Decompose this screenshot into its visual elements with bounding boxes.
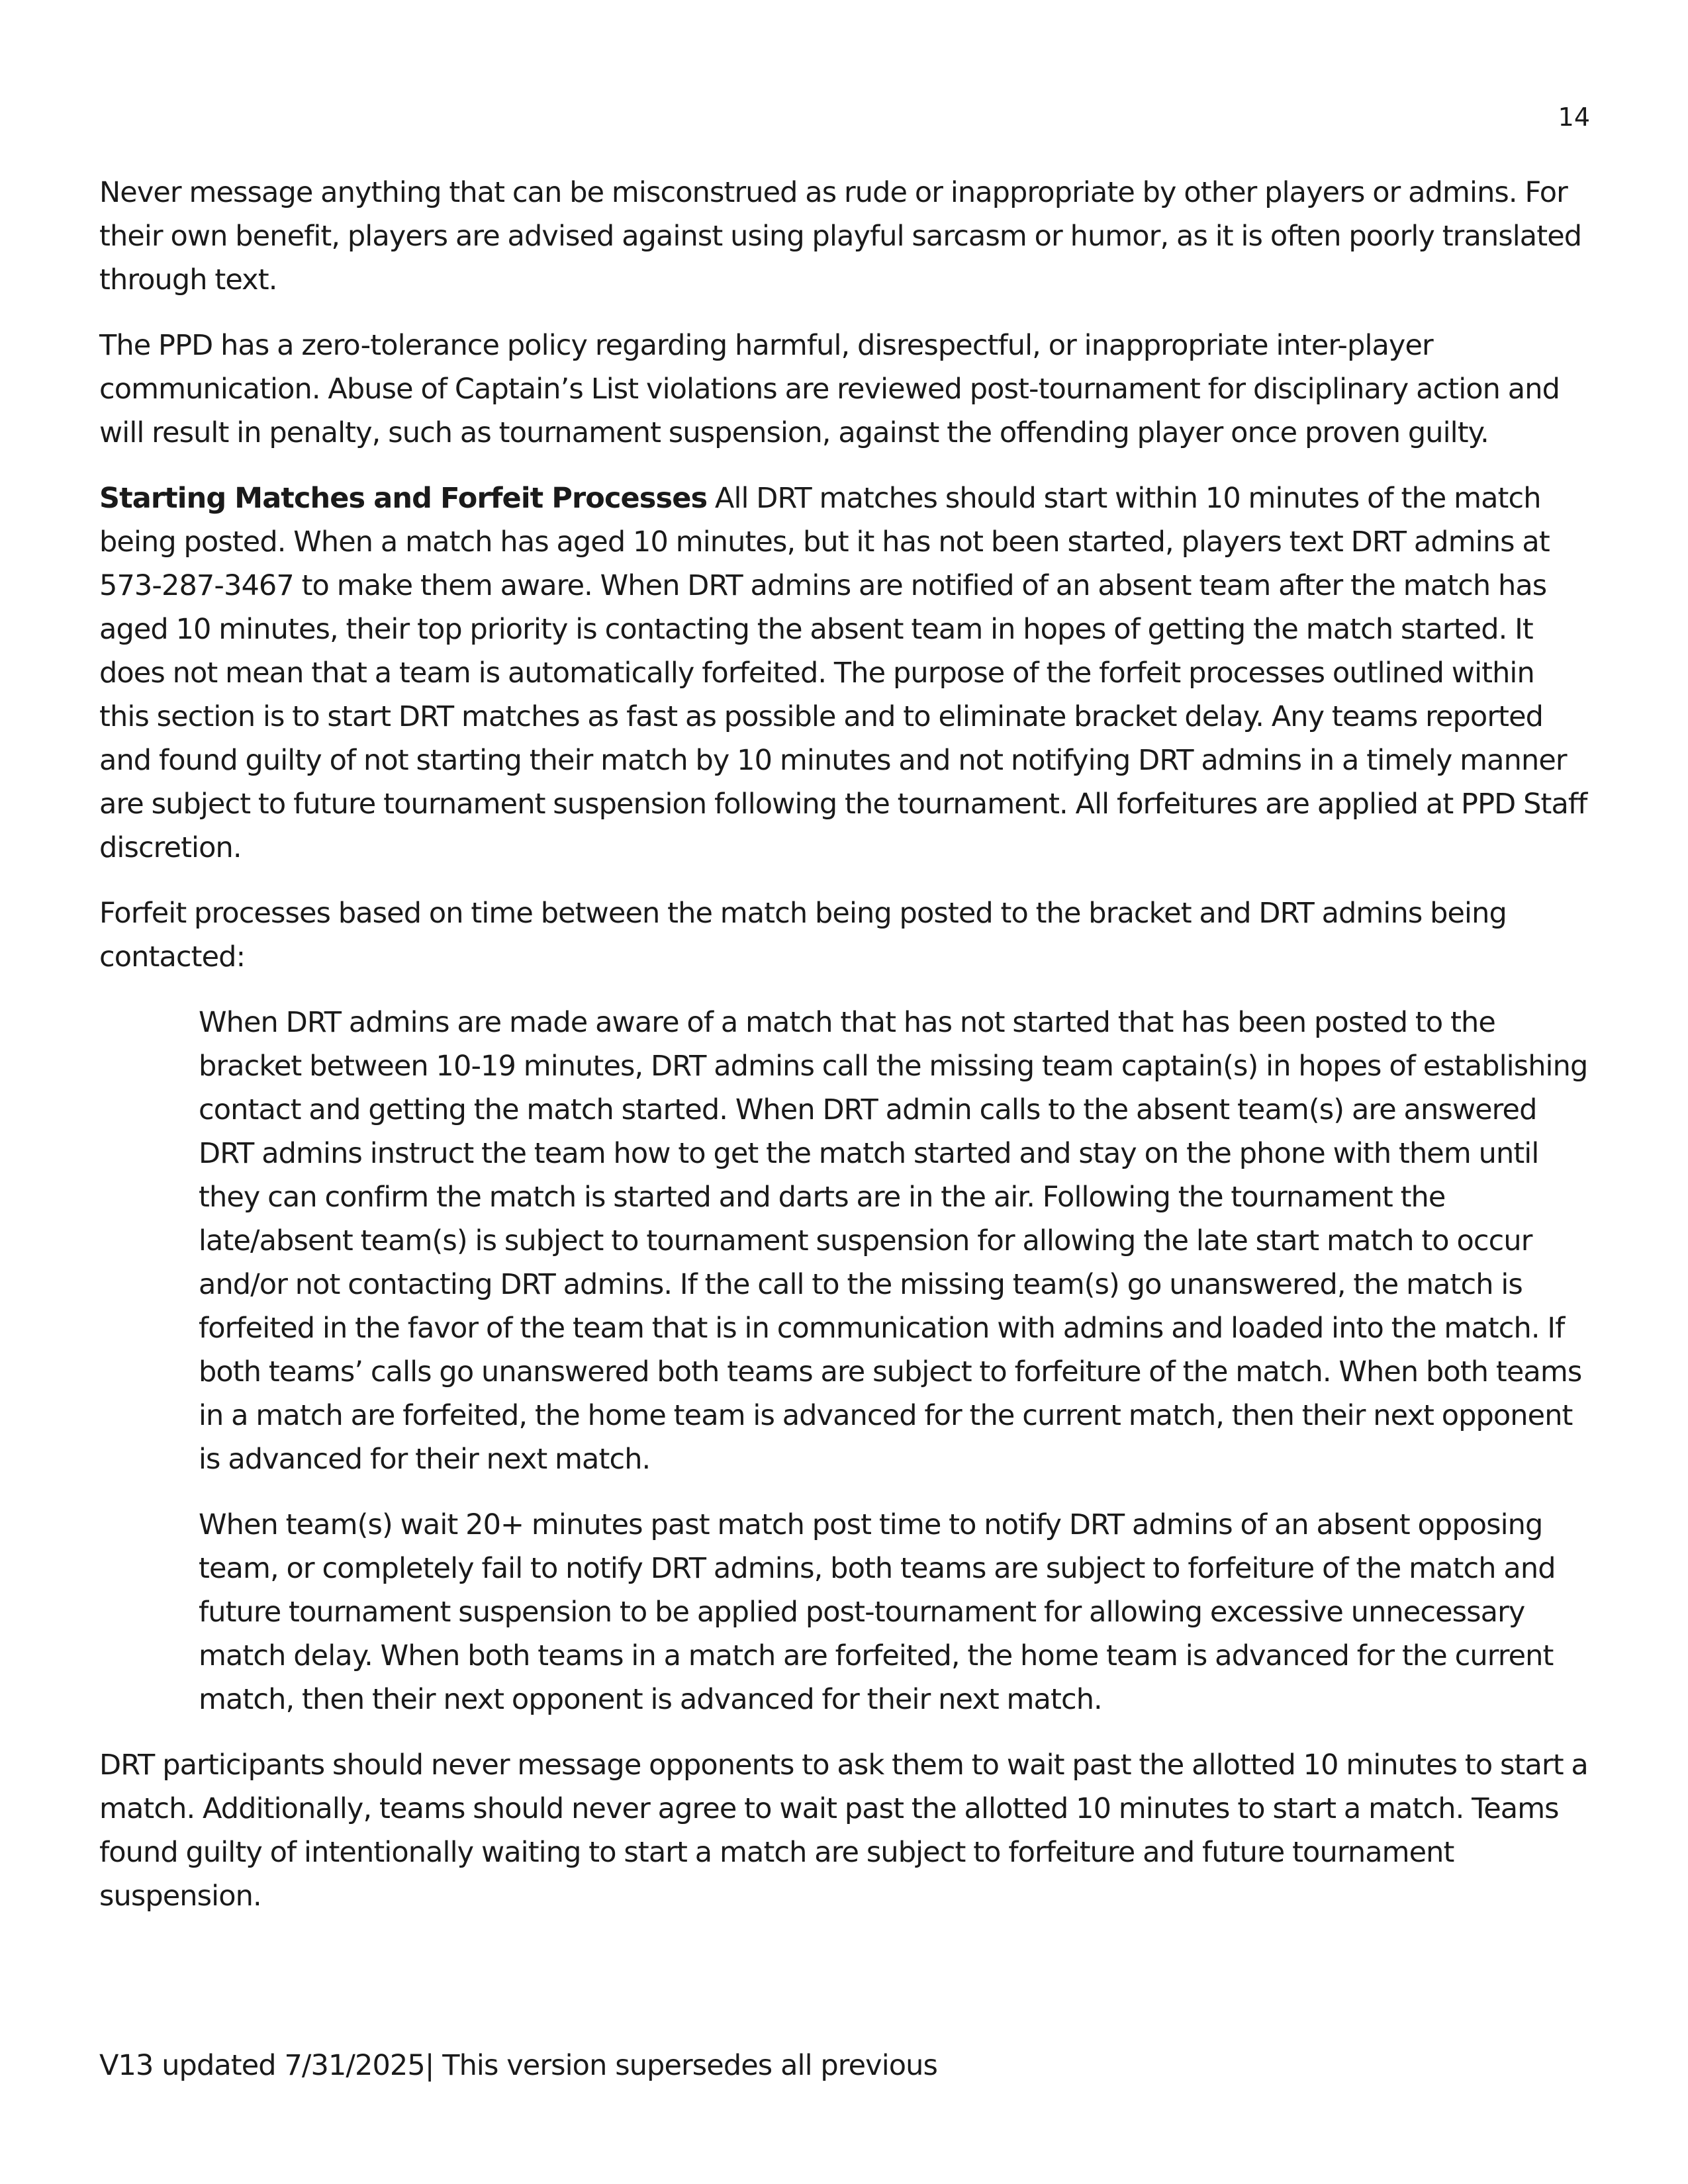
section-heading-starting-matches: Starting Matches and Forfeit Processes [99, 482, 708, 515]
paragraph-no-waiting: DRT participants should never message opponents to ask them to wait past the allotted 10 minutes to start a match. Additionally, teams should never agree to wait past the allotted 10 minutes to start a match. Teams found guilty of intentionally waiting to start a match are subject to forfeiture and future tournament suspension. [99, 1749, 1588, 1913]
document-body [99, 171, 1589, 1940]
page-number: 14 [1558, 103, 1590, 132]
paragraph-forfeit-intro: Forfeit processes based on time between the match being posted to the bracket and DRT admins being contacted: [99, 897, 1507, 974]
paragraph-forfeit-10-19-minutes: When DRT admins are made aware of a match that has not started that has been posted to the bracket between 10-19 minutes, DRT admins call the missing team captain(s) in hopes of establishing contact and getting the match started. When DRT admin calls to the absent team(s) are answered DRT admins instruct the team how to get the match started and stay on the phone with them until they can confirm the match is started and darts are in the air. Following the tournament the late/absent team(s) is subject to tournament suspension for allowing the late start match to occur and/or not contacting DRT admins. If the call to the missing team(s) go unanswered, the match is forfeited in the favor of the team that is in communication with admins and loaded into the match. If both teams’ calls go unanswered both teams are subject to forfeiture of the match. When both teams in a match are forfeited, the home team is advanced for the current match, then their next opponent is advanced for their next match. [199, 1006, 1588, 1476]
paragraph-zero-tolerance-policy: The PPD has a zero-tolerance policy regarding harmful, disrespectful, or inappropriate inter-player communication. Abuse of Captain’s List violations are reviewed post-tournament for disciplinary action and will result in penalty, such as tournament suspension, against the offending player once proven guilty. [99, 329, 1560, 449]
footer-version-note: V13 updated 7/31/2025| This version supersedes all previous [99, 2049, 938, 2082]
paragraph-starting-matches [99, 477, 1589, 870]
paragraph-starting-matches-body: All DRT matches should start within 10 minutes of the match being posted. When a match has aged 10 minutes, but it has not been started, players text DRT admins at 573-287-3467 to make them aware. When DRT admins are notified of an absent team after the match has aged 10 minutes, their top priority is contacting the absent team in hopes of getting the match started. It does not mean that a team is automatically forfeited. The purpose of the forfeit processes outlined within this section is to start DRT matches as fast as possible and to eliminate bracket delay. Any teams reported and found guilty of not starting their match by 10 minutes and not notifying DRT admins in a timely manner are subject to future tournament suspension following the tournament. All forfeitures are applied at PPD Staff discretion. [99, 482, 1587, 864]
paragraph-forfeit-20-plus-minutes: When team(s) wait 20+ minutes past match post time to notify DRT admins of an absent opposing team, or completely fail to notify DRT admins, both teams are subject to forfeiture of the match and future tournament suspension to be applied post-tournament for allowing excessive unnecessary match delay. When both teams in a match are forfeited, the home team is advanced for the current match, then their next opponent is advanced for their next match. [199, 1508, 1556, 1716]
paragraph-messaging-conduct: Never message anything that can be misconstrued as rude or inappropriate by other players or admins. For their own benefit, players are advised against using playful sarcasm or humor, as it is often poorly translated through text. [99, 176, 1582, 296]
